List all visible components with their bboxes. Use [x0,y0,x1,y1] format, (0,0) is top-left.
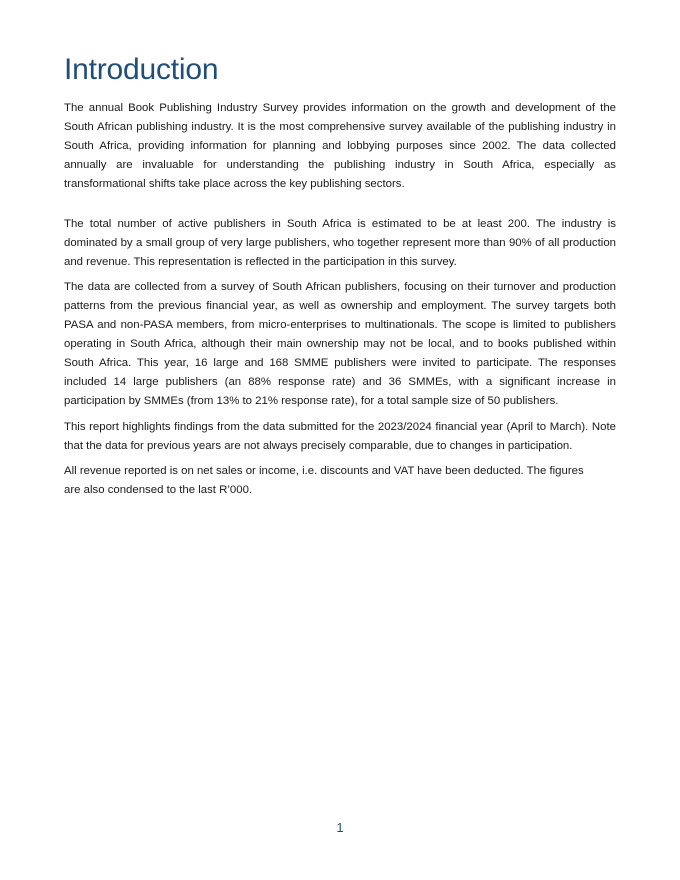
paragraph-revenue-note: All revenue reported is on net sales or income, i.e. discounts and VAT have been deducted. The figures are also condensed to the last R’000. [64,465,584,496]
paragraph-survey-overview: The annual Book Publishing Industry Survey provides information on the growth and development of the South African publishing industry. It is the most comprehensive survey available of the publishing industry in South Africa, providing information for planning and lobbying purposes since 2002. The data collected annually are invaluable for understanding the publishing industry in South Africa, especially as transformational shifts take place across the key publishing sectors. [64,102,616,190]
paragraph-active-publishers: The total number of active publishers in South Africa is estimated to be at least 200. The industry is dominated by a small group of very large publishers, who together represent more than 90% of all production and revenue. This representation is reflected in the participation in this survey. [64,218,616,268]
document-page [64,50,616,500]
paragraph-data-collection: The data are collected from a survey of South African publishers, focusing on their turnover and production patterns from the previous financial year, as well as ownership and employment. The survey targets both PASA and non-PASA members, from micro-enterprises to multinationals. The scope is limited to publishers operating in South Africa, although their main ownership may not be local, and to books published within South Africa. This year, 16 large and 168 SMME publishers were invited to participate. The responses included 14 large publishers (an 88% response rate) and 36 SMMEs, with a significant increase in participation by SMMEs (from 13% to 21% response rate), for a total sample size of 50 publishers. [64,281,616,407]
page-title: Introduction [64,53,219,86]
paragraph-report-period: This report highlights findings from the data submitted for the 2023/2024 financial year (April to March). Note that the data for previous years are not always precisely comparable, due to changes in participation. [64,421,616,452]
page-number: 1 [336,820,344,835]
